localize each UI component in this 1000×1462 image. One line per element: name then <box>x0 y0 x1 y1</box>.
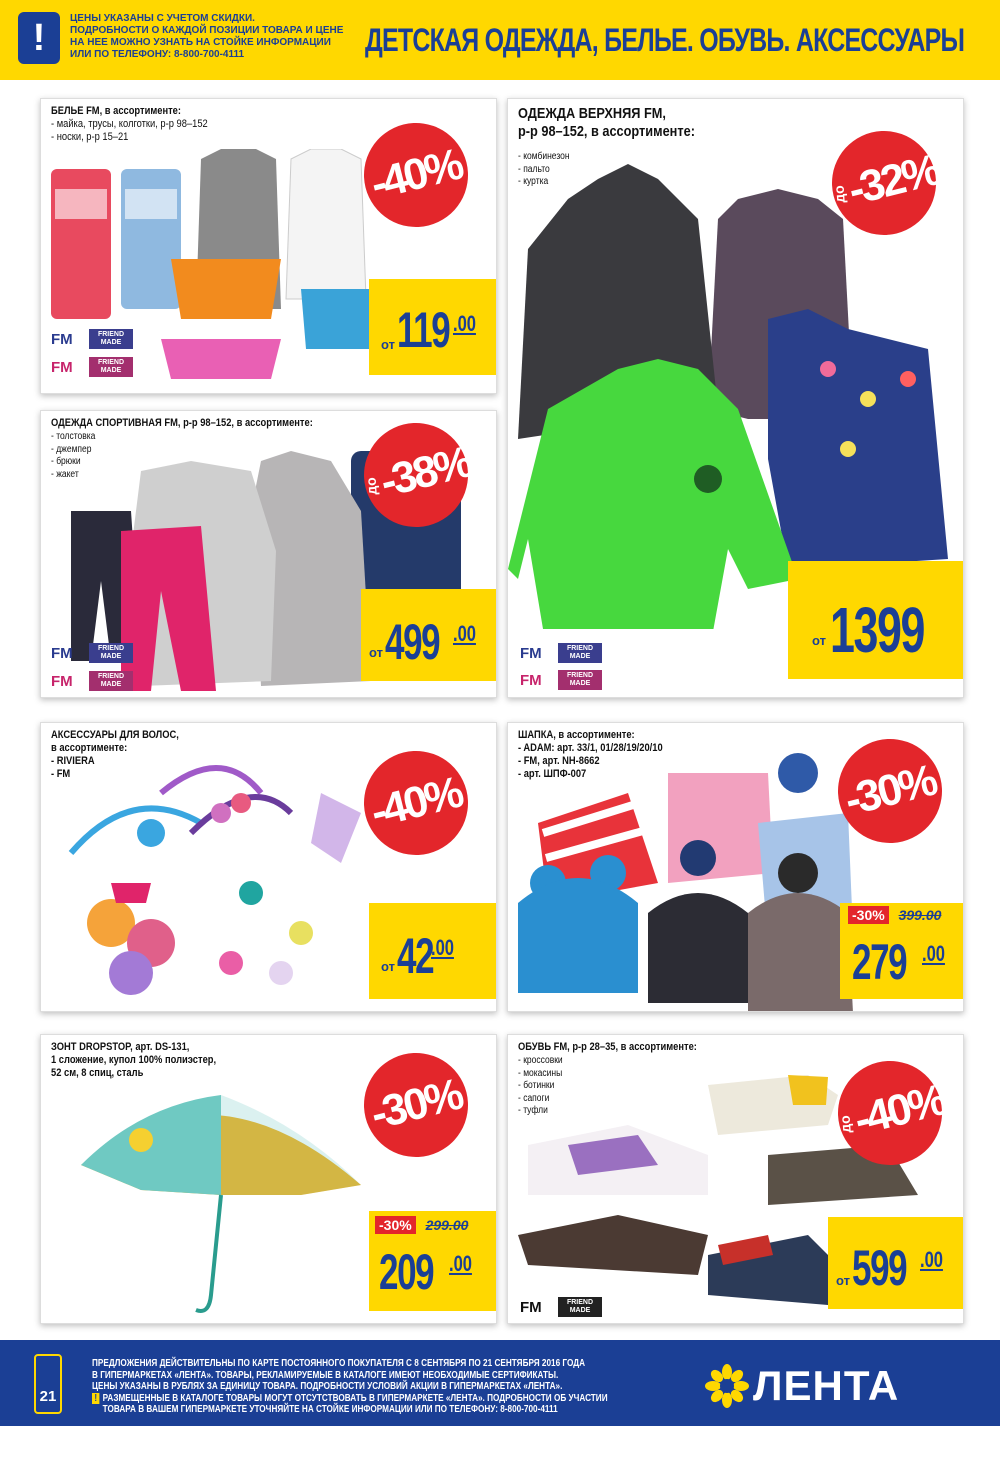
brand-row <box>51 329 133 349</box>
brand-row <box>520 1297 602 1317</box>
discount-value: -30% <box>839 755 940 826</box>
product-title <box>51 417 313 430</box>
product-card-hair-accessories[interactable] <box>40 722 497 1012</box>
title-line: - носки, р-р 15–21 <box>51 131 129 143</box>
old-price <box>848 907 941 923</box>
price-main: 279 <box>852 934 907 990</box>
discount-prefix: до <box>830 184 848 204</box>
brand-fm-logo: FM <box>520 671 542 689</box>
price-cents: .00 <box>920 1247 943 1272</box>
price-notice <box>70 13 370 61</box>
brand-fm-logo: FM <box>51 672 73 690</box>
brand-friend-made-logo: FRIEND MADE <box>558 643 602 663</box>
product-card-outerwear[interactable] <box>507 98 964 698</box>
discount-value: -30% <box>365 1069 466 1140</box>
page-footer <box>0 1340 1000 1426</box>
title-line: - майка, трусы, колготки, р-р 98–152 <box>51 118 208 130</box>
footer-line: ЦЕНЫ УКАЗАНЫ В РУБЛЯХ ЗА ЕДИНИЦУ ТОВАРА. ПОДРОБНОСТИ УСЛОВИЙ АКЦИИ В ГИПЕРМАРКЕТАХ «ЛЕНТА». <box>92 1381 563 1392</box>
discount-value: -32% <box>843 145 944 215</box>
brand-fm-logo: FM <box>51 330 73 348</box>
price-tag <box>369 903 497 999</box>
brand-friend-made-logo: FRIEND MADE <box>558 670 602 690</box>
old-price-value: 399.00 <box>898 907 942 923</box>
discount-prefix: до <box>362 476 380 496</box>
brand-row <box>51 643 133 663</box>
title-line: АКСЕССУАРЫ ДЛЯ ВОЛОС, <box>51 729 179 741</box>
notice-line: НА НЕЕ МОЖНО УЗНАТЬ НА СТОЙКЕ ИНФОРМАЦИИ <box>70 37 331 48</box>
price-cents: .00 <box>453 621 476 646</box>
logo-text: ЛЕНТА <box>753 1362 900 1409</box>
price-prefix: от <box>381 959 395 974</box>
discount-value: -40% <box>365 767 466 838</box>
product-card-underwear[interactable] <box>40 98 497 394</box>
info-icon: ! <box>92 1393 99 1405</box>
brand-row <box>520 643 602 663</box>
title-line: - RIVIERA <box>51 755 95 767</box>
price-main: 1399 <box>830 594 925 666</box>
title-line: - FM, арт. NH-8662 <box>518 755 600 767</box>
price-tag <box>369 279 497 375</box>
title-line: - арт. ШПФ-007 <box>518 768 587 780</box>
list-item: - брюки <box>51 456 81 467</box>
notice-line: ПОДРОБНОСТИ О КАЖДОЙ ПОЗИЦИИ ТОВАРА И ЦЕНЕ <box>70 25 344 36</box>
title-line: р-р 98–152, в ассортименте: <box>518 123 695 140</box>
title-line: ЗОНТ DROPSTOP, арт. DS-131, <box>51 1041 190 1053</box>
exclamation-icon: ! <box>18 12 60 64</box>
price-tag <box>828 1217 964 1309</box>
brand-friend-made-logo: FRIEND MADE <box>89 357 133 377</box>
price-tag <box>369 1211 497 1311</box>
price-prefix: от <box>381 337 395 352</box>
price-prefix: от <box>369 645 383 660</box>
product-card-sportswear[interactable] <box>40 410 497 698</box>
old-discount-badge: -30% <box>375 1216 416 1234</box>
price-main: 599 <box>852 1240 907 1296</box>
brand-fm-logo: FM <box>51 644 73 662</box>
list-item: - мокасины <box>518 1067 563 1079</box>
discount-value: -38% <box>375 437 476 507</box>
page-header <box>0 0 1000 80</box>
old-discount-badge: -30% <box>848 906 889 924</box>
discount-value: -40% <box>849 1075 950 1145</box>
old-price <box>375 1217 468 1233</box>
notice-line: ИЛИ ПО ТЕЛЕФОНУ: 8-800-700-4111 <box>70 49 245 60</box>
footer-disclaimer <box>92 1358 608 1416</box>
footer-line <box>92 1392 608 1405</box>
page-title: ДЕТСКАЯ ОДЕЖДА, БЕЛЬЕ. ОБУВЬ. АКСЕССУАРЫ <box>364 22 964 58</box>
sunflower-icon <box>705 1364 749 1408</box>
title-line: ОДЕЖДА ВЕРХНЯЯ FM, <box>518 105 666 122</box>
discount-value: -40% <box>365 139 466 210</box>
title-line: в ассортименте: <box>51 742 128 754</box>
list-item: - туфли <box>518 1105 548 1116</box>
product-title <box>51 105 208 144</box>
list-item: - куртка <box>518 176 549 187</box>
brand-row <box>51 357 133 377</box>
list-item: - джемпер <box>51 443 92 455</box>
price-main: 499 <box>385 614 440 670</box>
brand-friend-made-logo: FRIEND MADE <box>89 329 133 349</box>
product-card-umbrella[interactable] <box>40 1034 497 1324</box>
title-line: 52 см, 8 спиц, сталь <box>51 1067 144 1079</box>
notice-line: ЦЕНЫ УКАЗАНЫ С УЧЕТОМ СКИДКИ. <box>70 13 255 24</box>
footer-line: ТОВАРА В ВАШЕМ ГИПЕРМАРКЕТЕ УТОЧНЯЙТЕ НА СТОЙКЕ ИНФОРМАЦИИ ИЛИ ПО ТЕЛЕФОНУ: 8-800-700-4111 <box>102 1404 558 1415</box>
price-main: 119 <box>397 302 450 358</box>
page-number: 21 <box>34 1354 62 1414</box>
price-tag <box>788 561 964 679</box>
hats-image <box>508 733 858 1012</box>
price-prefix: от <box>812 633 826 648</box>
list-item: - толстовка <box>51 431 96 442</box>
title-line: ОБУВЬ FM, р-р 28–35, в ассортименте: <box>518 1041 697 1053</box>
discount-prefix: до <box>836 1114 854 1134</box>
footer-line: В ГИПЕРМАРКЕТАХ «ЛЕНТА». ТОВАРЫ, РЕКЛАМИРУЕМЫЕ В КАТАЛОГЕ ИМЕЮТ НЕОБХОДИМЫЕ СЕРТИФИКАТЫ. <box>92 1369 559 1381</box>
footer-line: ПРЕДЛОЖЕНИЯ ДЕЙСТВИТЕЛЬНЫ ПО КАРТЕ ПОСТОЯННОГО ПОКУПАТЕЛЯ С 8 СЕНТЯБРЯ ПО 21 СЕНТЯБРЯ 2016 ГОДА <box>92 1358 585 1369</box>
brand-row <box>51 671 133 691</box>
old-price-value: 299.00 <box>425 1217 469 1233</box>
title-line: ШАПКА, в ассортименте: <box>518 729 635 741</box>
brand-friend-made-logo: FRIEND MADE <box>89 643 133 663</box>
umbrella-image <box>61 1065 381 1324</box>
title-line: ОДЕЖДА СПОРТИВНАЯ FM, р-р 98–152, в ассортименте: <box>51 417 313 429</box>
price-cents: .00 <box>431 935 454 960</box>
product-card-hats[interactable] <box>507 722 964 1012</box>
list-item: - ботинки <box>518 1080 555 1091</box>
lenta-logo[interactable] <box>705 1362 899 1410</box>
list-item: - кроссовки <box>518 1055 563 1066</box>
list-item: - пальто <box>518 163 550 175</box>
title-line: БЕЛЬЕ FM, в ассортименте: <box>51 105 181 117</box>
brand-fm-logo: FM <box>51 358 73 376</box>
hair-accessories-image <box>51 733 371 1003</box>
title-line: 1 сложение, купол 100% полиэстер, <box>51 1054 217 1066</box>
brand-fm-logo: FM <box>520 1298 542 1316</box>
discount-badge <box>353 740 479 866</box>
footer-line-text: РАЗМЕЩЕННЫЕ В КАТАЛОГЕ ТОВАРЫ МОГУТ ОТСУТСТВОВАТЬ В ГИПЕРМАРКЕТЕ «ЛЕНТА». ПОДРОБНОСТИ ОБ УЧАСТИИ <box>102 1392 608 1404</box>
price-prefix: от <box>836 1273 850 1288</box>
price-cents: .00 <box>922 941 945 966</box>
price-cents: .00 <box>453 311 476 336</box>
list-item: - сапоги <box>518 1092 550 1104</box>
price-main: 209 <box>379 1244 434 1300</box>
product-card-shoes[interactable] <box>507 1034 964 1324</box>
title-line: - ADAM: арт. 33/1, 01/28/19/20/10 <box>518 742 663 754</box>
list-item: - жакет <box>51 468 79 480</box>
title-line: - FM <box>51 768 71 780</box>
price-main: 42 <box>397 928 434 984</box>
price-tag <box>361 589 497 681</box>
list-item: - комбинезон <box>518 151 570 162</box>
brand-friend-made-logo: FRIEND MADE <box>558 1297 602 1317</box>
brand-fm-logo: FM <box>520 644 542 662</box>
price-tag <box>840 903 964 999</box>
brand-friend-made-logo: FRIEND MADE <box>89 671 133 691</box>
product-title <box>518 105 695 141</box>
brand-row <box>520 670 602 690</box>
price-cents: .00 <box>449 1251 472 1276</box>
product-title <box>518 1041 697 1054</box>
